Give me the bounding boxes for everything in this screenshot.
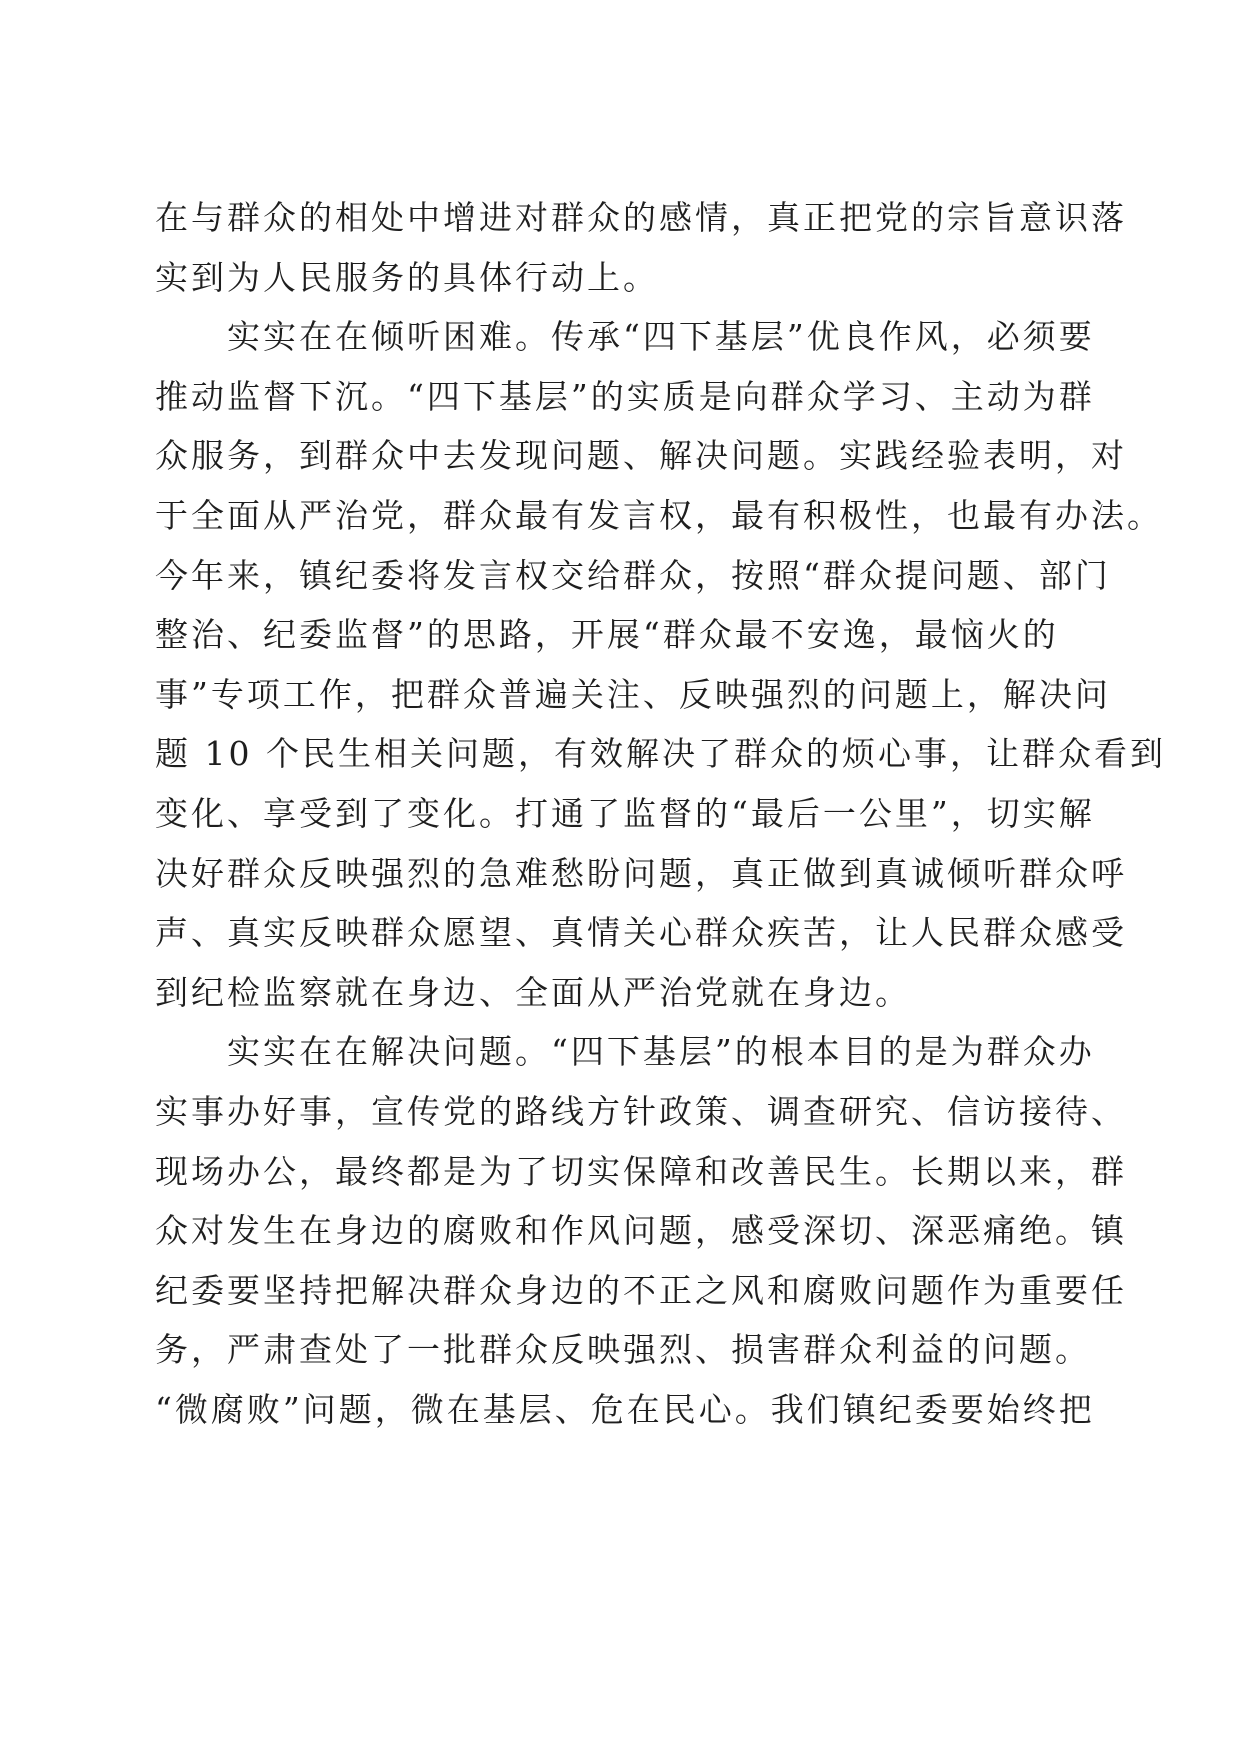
- text-line: 现场办公，最终都是为了切实保障和改善民生。长期以来，群: [155, 1151, 1127, 1191]
- text-line: 于全面从严治党，群众最有发言权，最有积极性，也最有办法。: [155, 495, 1163, 535]
- text-line: 整治、纪委监督”的思路，开展“群众最不安逸，最恼火的: [155, 615, 1059, 655]
- text-line: 决好群众反映强烈的急难愁盼问题，真正做到真诚倾听群众呼: [155, 853, 1127, 893]
- text-line: 实事办好事，宣传党的路线方针政策、调查研究、信访接待、: [155, 1091, 1127, 1131]
- text-line: 纪委要坚持把解决群众身边的不正之风和腐败问题作为重要任: [155, 1270, 1127, 1310]
- text-line: “微腐败”问题，微在基层、危在民心。我们镇纪委要始终把: [155, 1389, 1095, 1429]
- paragraph-start-line: 实实在在解决问题。“四下基层”的根本目的是为群众办: [227, 1032, 1095, 1072]
- text-line: 题 10 个民生相关问题，有效解决了群众的烦心事，让群众看到: [155, 734, 1166, 774]
- text-line: 众对发生在身边的腐败和作风问题，感受深切、深恶痛绝。镇: [155, 1211, 1127, 1251]
- text-line: 众服务，到群众中去发现问题、解决问题。实践经验表明，对: [155, 436, 1127, 476]
- text-line: 务，严肃查处了一批群众反映强烈、损害群众利益的问题。: [155, 1330, 1091, 1370]
- text-line: 变化、享受到了变化。打通了监督的“最后一公里”，切实解: [155, 793, 1095, 833]
- text-line: 今年来，镇纪委将发言权交给群众，按照“群众提问题、部门: [155, 555, 1111, 595]
- paragraph-start-line: 实实在在倾听困难。传承“四下基层”优良作风，必须要: [227, 317, 1095, 357]
- text-line: 在与群众的相处中增进对群众的感情，真正把党的宗旨意识落: [155, 198, 1127, 237]
- body-text: [155, 188, 1166, 1439]
- text-line: 到纪检监察就在身边、全面从严治党就在身边。: [155, 972, 911, 1012]
- text-line: 事”专项工作，把群众普遍关注、反映强烈的问题上，解决问: [155, 674, 1111, 714]
- text-line: 声、真实反映群众愿望、真情关心群众疾苦，让人民群众感受: [155, 913, 1127, 953]
- text-line: 实到为人民服务的具体行动上。: [155, 257, 659, 297]
- text-line: 推动监督下沉。“四下基层”的实质是向群众学习、主动为群: [155, 376, 1095, 416]
